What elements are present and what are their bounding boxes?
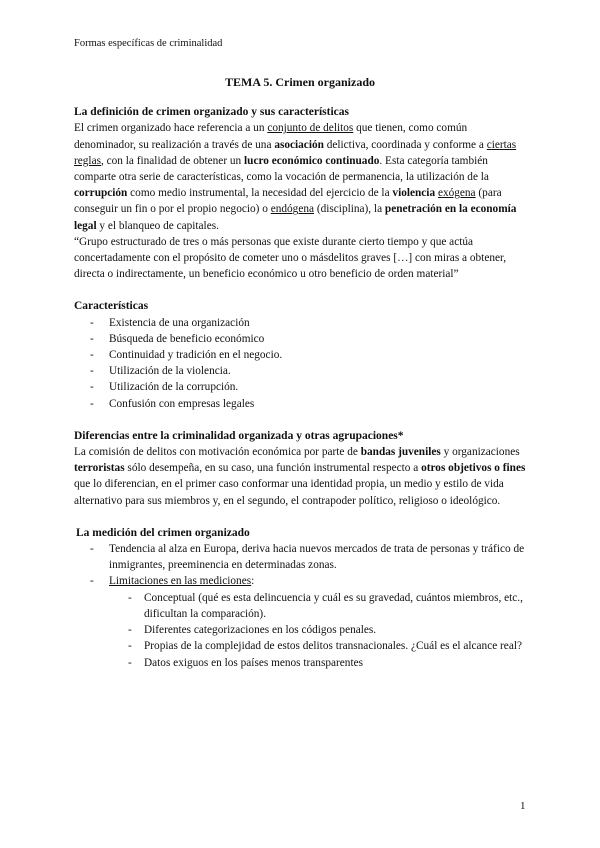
list-item: - Búsqueda de beneficio económico xyxy=(74,331,526,347)
differences-paragraph: La comisión de delitos con motivación económica por parte de bandas juveniles y organizaciones terroristas sólo desempeña, en su caso, una función instrumental respecto a otros objetivos o fines que lo diferencian, en el primer caso conformar una identidad propia, un medio y estilo de vida alternativo para sus miembros y, en el segundo, el contrapoder político, religioso o ideológico. xyxy=(74,446,526,507)
section-heading-definition: La definición de crimen organizado y sus características xyxy=(74,106,350,119)
list-item: - Utilización de la corrupción. xyxy=(74,379,526,395)
list-item: - Limitaciones en las mediciones: - Conceptual (qué es esta delincuencia y cuál es su gravedad, cuántos miembros, etc., dificultan la comparación). - Diferentes categorizaciones en los códigos penales. - Propias de la complejidad de estos delitos transnacionales. ¿Cuál es el alcance real? - Datos exiguos en los países menos transparentes xyxy=(74,573,526,670)
section-heading-measurement: La medición del crimen organizado xyxy=(76,526,250,539)
list-item: - Existencia de una organización xyxy=(74,315,526,331)
sublist-item: - Diferentes categorizaciones en los códigos penales. xyxy=(74,622,526,638)
sublist-item: - Propias de la complejidad de estos delitos transnacionales. ¿Cuál es el alcance real? xyxy=(74,638,526,654)
list-item: - Confusión con empresas legales xyxy=(74,396,526,412)
list-item: - Tendencia al alza en Europa, deriva hacia nuevos mercados de trata de personas y tráfico de inmigrantes, preeminencia en determinadas zonas. xyxy=(74,541,526,573)
page-content xyxy=(74,74,526,671)
running-header: Formas específicas de criminalidad xyxy=(74,38,223,49)
page-number: 1 xyxy=(520,800,526,812)
list-item: - Continuidad y tradición en el negocio. xyxy=(74,347,526,363)
characteristics-list xyxy=(74,315,526,412)
section-heading-differences: Diferencias entre la criminalidad organizada y otras agrupaciones* xyxy=(74,429,404,442)
section-heading-characteristics: Características xyxy=(74,300,149,313)
definition-paragraph: El crimen organizado hace referencia a un conjunto de delitos que tienen, como común denominador, su realización a través de una asociación delictiva, coordinada y conforme a ciertas reglas, con la finalidad de obtener un lucro económico continuado. Esta categoría también comparte otra serie de características, como la vocación de permanencia, la utilización de la corrupción como medio instrumental, la necesidad del ejercicio de la violencia exógena (para conseguir un fin o por el propio negocio) o endógena (disciplina), la penetración en la economía legal y el blanqueo de capitales. xyxy=(74,122,517,232)
sublist-item: - Datos exiguos en los países menos transparentes xyxy=(74,655,526,671)
limitations-sublist xyxy=(74,590,526,671)
sublist-item: - Conceptual (qué es esta delincuencia y cuál es su gravedad, cuántos miembros, etc., dificultan la comparación). xyxy=(74,590,526,622)
page-title: TEMA 5. Crimen organizado xyxy=(225,75,375,89)
definition-quote: “Grupo estructurado de tres o más personas que existe durante cierto tiempo y que actúa concertadamente con el propósito de cometer uno o másdelitos graves […] con miras a obtener, directa o indirectamente, un beneficio económico u otro beneficio de orden material” xyxy=(74,235,507,281)
list-item: - Utilización de la violencia. xyxy=(74,363,526,379)
measurement-list xyxy=(74,541,526,671)
